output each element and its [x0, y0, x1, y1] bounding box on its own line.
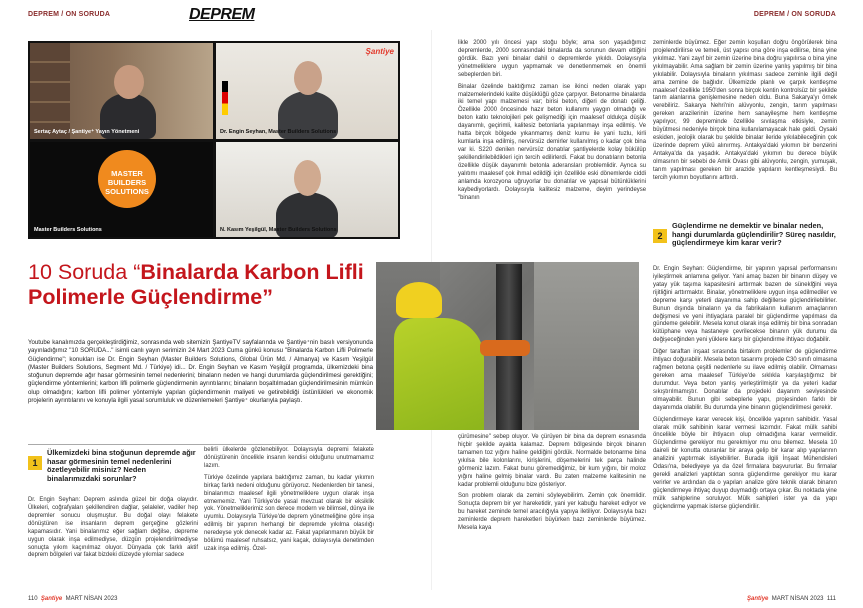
title-prefix: 10 Soruda “: [28, 260, 141, 284]
article-title: [28, 260, 373, 310]
caption-host: Sertaç Aytaç / Şantiye⁺ Yayın Yönetmeni: [34, 129, 140, 135]
safety-vest: [394, 318, 484, 430]
question-2: [653, 222, 837, 248]
column-3-top: [458, 40, 646, 206]
paragraph: Türkiye özelinde yapılara baktığımız zaman, bu kadar yıkımın birkaç farklı nedeni olduğunu görüyoruz. Nedenlerden bir tanesi, binalarımızı maalesef ilgili yönetmeliklere uygun olarak inşa etmememiz. Yani Türkiye'de yasal mevzuat olarak bir eksiklik yok. Yönetmeliklerimiz son derece modern ve bilimsel, dünya ile uyumlu. Dolayısıyla Türkiye'de deprem yönetmeliğine göre inşa edilmiş bir yapının herhangi bir depremde yıkılma olasılığı neredeyse yok denecek kadar az. Fakat yapılanmanın büyük bir bölümü maalesef ruhsatsız, yani kaçak, dolayısıyla denetimden uzak inşa edilmiş. Özel-: [204, 474, 374, 553]
paragraph: likle 2000 yılı öncesi yapı stoğu böyle; ama son yaşadığımız depremlerde, 2000 sonrasındaki binalarda da sorunun devam ettiğini gördük. Bazı yeni binalar dahil o depremlerde yıkıldı. Dolayısıyla yönetmeliklere uygun yapmamak ve denetlenmemek en önemli sebeplerden biri.: [458, 40, 646, 78]
column-4-bottom: [653, 266, 837, 516]
guest2-head: [294, 160, 321, 196]
footer-date-right: MART NİSAN 2023: [771, 596, 824, 602]
question-1: [28, 449, 198, 483]
page-number-right: 111: [826, 596, 836, 602]
flag-icon: [222, 81, 228, 115]
caption-guest2: N. Kasım Yeşilgül, Master Builders Solutions: [220, 227, 337, 233]
column-4-top: [653, 40, 837, 187]
divider: [28, 444, 373, 445]
paragraph: Dr. Engin Seyhan: Deprem aslında güzel bir doğa olayıdır. Ülkeleri, coğrafyaları şekillendiren dağlar, şelaleler, vadiler hep depremler sonucu oluşmuştur. Bu doğal olayı felakete dönüştüren ise insanların deprem gerçeğine gözlerini kapamasıdır. Yani binalarımız eğer sağlam değilse, depreme uygun olarak inşa edilmediyse, düzgün projelendirilmediyse sonuçta yıkım kaçınılmaz oluyor. Dünyada çok farklı aktif deprem bölgeleri var fakat bizdeki düzeyde yıkımlar sadece: [28, 497, 198, 559]
footer-brand-left: Şantiye: [40, 596, 63, 602]
video-tile-logo: [30, 142, 213, 237]
page-header: [0, 0, 863, 30]
hard-hat: [396, 282, 442, 318]
question-number-2: 2: [653, 229, 667, 243]
master-builders-logo: MASTER BUILDERS SOLUTIONS: [98, 150, 156, 208]
paragraph: Güçlendirmeye karar verecek kişi, öncelikle yapının sahibidir. Yasal olarak mülk sahibinin karar vermesi lazımdır. Fakat mülk sahibi öncelikle böyle bir ihtiyacın olup olmadığına karar vermelidir. Güçlendirme gerekiyor mu gerekmiyor mu onu bilemez. Mesela 10 daireli bir konutta oturanlar bir araya gelip bir karar alıp yapılarının analizini yaptırmak istiyebilirler. Burada ilgili İnşaat Mühendisleri Odası'na, belediyeye ya da özel firmalara başvururlar. Bu firmalar gerekli analizleri yaptıktan sonra güçlendirme gerekiyor mu karar verirler ve ardından da o yapıları analize göre teknik olarak binanın güçlendirmeye ihtiyaç duyup duymadığı ortaya çıkar. Bu noktada yine mülk sahiplerine soruluyor. Mülk sahipleri ister ya da yapı güçlendirme yapmak isterse güçlendirilir.: [653, 416, 837, 510]
bookshelf-background: [30, 43, 70, 139]
footer-date-left: MART NİSAN 2023: [65, 596, 118, 602]
footer-left: [28, 596, 117, 602]
question-text-1: Ülkemizdeki bina stoğunun depremde ağır hasar görmesinin temel nedenlerini özetleyebilir misiniz? Neden binalarımızdaki sorunlar?: [47, 448, 196, 483]
host-head: [114, 65, 144, 99]
column-1: [28, 497, 198, 564]
video-tile-host: [30, 43, 213, 139]
caption-logo: Master Builders Solutions: [34, 227, 102, 233]
page-number-left: 110: [28, 596, 38, 602]
santiye-badge: Şantiye: [365, 47, 394, 56]
column-surface: [534, 262, 639, 430]
title-bold: Binalarda Karbon Lifli Polimerle Güçlendirme: [28, 260, 364, 309]
column-2: [204, 447, 374, 558]
caption-guest1: Dr. Engin Seyhan, Master Builders Solutions: [220, 129, 337, 135]
paragraph: Binalar özelinde baktığımız zaman ise ikinci neden olarak yapı malzemelerindeki kalite düşüklüğü göze çarpıyor. Betonarme binalarda iki temel yapı malzemesi var; birisi beton, diğeri de donatı çeliği. Özellikle 2000 öncesinde hazır beton kullanımı yaygın olmadığı ve beton katkı teknolojileri pek gelişmediği için maalesef oldukça düşük dayanımlı, geçirimli, kalitesiz betonlarla yapılanmayı inşa edilmiş. Ve hatta birçok bölgede yıkanmamış deniz kumu ile yani tuzlu, kirli kumlarla inşa edilmiş, nervürsüz demirler kullanılmış o kadar çok bina var ki. S220 denilen nervürsüz donatılar şantiyelerde kolay bükülüp şekillendirilebildikleri için tercih edilirlerdi. Fakat bu donatıların betonla özellikle düşük dayanımlı betonla aderansları problemlidir. Ayrıca su yalıtımı maalesef çok ihmal edildiği için özellikle eski dönemlerde ciddi anlamda korozyona uğruyorlar bu donatılar ve yapısal bütünlüklerini kaybediyorlardı. Dolayısıyla kalitesiz malzeme, deyim yerindeyse "binanın: [458, 83, 646, 201]
question-text-2: Güçlendirme ne demektir ve binalar neden, hangi durumlarda güçlendirilir? Süreç nasıldır, güçlendirmeye kim karar verir?: [672, 221, 836, 248]
video-tile-guest1: [216, 43, 398, 139]
guest1-head: [294, 61, 322, 95]
worker-photo: [376, 262, 639, 430]
section-label-right: DEPREM / ON SORUDA: [753, 11, 836, 18]
deprem-logo: DEPREM: [189, 6, 255, 23]
paragraph: zeminlerde büyümez. Eğer zemin koşulları doğru öngörülerek bina projelendirilirse ve temeli, üst yapısı ona göre inşa edilirse, bina yine yıkılmaz. Yani zayıf bir zemin üzerine bina doğru yapılırsa o bina yine yıkılmayabilir. Ama sağlam bir zemin üzerine yanlış yapılmış bir bina yıkılabilir. Dolayısıyla binaların yıkılması sadece zeminle ilgili değil ama zemine de bağlıdır. Ülkemizde planlı ve çarpık kentleşme maalesef özellikle 1950'den sonra birçok kentin kontrolsüz bir şekilde tarım alanlarına genişlemesine neden oldu. Buna Sakarya'yı örnek verebiliriz. Sakarya Nehri'nin alüvyonlu, zengin, tarım yapılması gereken arazilerinin üzerine hem sanayileşme hem kentleşme yapılıyor, 99 depreminde özellikle sıvılaşma etkisiyle, zemin büyütmesi nedeniyle birçok bina kullanılamayacak hale geldi. Oysaki eskiden, jeolojik olarak bu şekilde binalar ileride yıkılabileceğinin çok üzerinde deprem yükü alınırmış. Antakya'daki yıkımın bir benzerini Antakya'da da yaşadık. Antakya'daki yıkımın bu derece büyük olmasının bir sebebi de Amik Ovası gibi alüvyonlu, zengin, yumuşak, tarım yapılması gereken bir arazide yapıların kentleşmesiydi. Bu tercih yıkımın boyutlarını arttırdı.: [653, 40, 837, 181]
paragraph: çürümesine" sebep oluyor. Ve çürüyen bir bina da deprem esnasında hiçbir şekilde ayakta kalamaz. Deprem bölgesinde birçok binanın tamamen toz yığını haline geldiğini gördük. Normalde betonarme bina yıkılsa bile kolonlarını, kirişlerini, döşemelerini tek parça halinde görmeniz lazım. Fakat bunu göremediğimiz, bir kum yığını, bir moloz yığını haline gelmiş binalar vardı. Bu zaten malzeme kalitesinin ne kadar problemli olduğunu bize gösteriyor.: [458, 434, 646, 488]
video-call-image: [28, 41, 400, 239]
footer-brand-right: Şantiye: [747, 596, 769, 602]
article-intro: Youtube kanalımızda gerçekleştirdiğimiz, sonrasında web sitemizin ŞantiyeTV sayfalarında ve Şantiye⁺nin basılı versiyonunda yayınladığımız "10 SORUDA..." isimli canlı yayın serimizin 24 Mart 2023 Cuma günkü konusu "Binalarda Karbon Lifli Polimerle Güçlendirme"; konukları ise Dr. Engin Seyhan (Master Builders Solutions, Global Ürün Md. / Almanya) ve Kasım Yeşilgül (Master Builders Solutions, Segment Md. / Türkiye) idi... Dr. Engin Seyhan ve Kasım Yeşilgül programda, ülkemizdeki bina stoğunun depremde ağır hasar görmesinin temel nedenlerini; binaların neden ve hangi durumlarda güçlendirilmesi gerektiğini; güçlendirme yöntemlerini; karbon lifli polimerle güçlendirmenin ayrıntılarını; binaların boşaltılmadan güçlendirilmesinin mümkün olup olmadığını; karbon lifli polimer yöntemiyle yapılan güçlendirmenin maliyeti ve getirebildiği üstünlükleri ve ekonomik projelerin ayrıntılarını ve konuyla ilgili yasal sorumluluk ve düzenlemeleri Şantiye⁺ okurlarıyla paylaştı.: [28, 339, 373, 405]
paragraph: Dr. Engin Seyhan: Güçlendirme, bir yapının yapısal performansını iyileştirmek anlamına geliyor. Yani amaç bazen bir binanın düşey ve yatay yük taşıma kapasitesini arttırmak bazen de süneklğini veya rijitliğini arttırmaktır. Binalar, yönetmeliklere uygun inşa edilmediler ve depreme karşı yeterli dayanıma sahip değillerse güçlendirilebilirler. Bunun dışında binaların ya da fabrikaların kullanım amaçlarının değişmesi ve yeni ihtiyaçlara paralel bir güçlendirme yapılması da gündeme gelebilir. Mesela konut olarak inşa edilmiş bir bina sonradan kütüphane veya hastaneye çevrilecekse binanın yük durumu da değişeceğinden yeni yüklere karşı bir güçlendirme ihtiyacı doğabilir.: [653, 266, 837, 344]
question-number-1: 1: [28, 456, 42, 470]
title-suffix: ”: [262, 285, 273, 309]
video-tile-guest2: [216, 142, 398, 237]
paragraph: belirli ülkelerde gözlenebiliyor. Dolayısıyla depremi felakete dönüştürenin öncelikle insanın kendisi olduğunu unutmamamız lazım.: [204, 447, 374, 469]
column-3-bottom: [458, 434, 646, 537]
paragraph: Son problem olarak da zemini söyleyebilirim. Zemin çok önemlidir. Sonuçta deprem bir yer hareketidir, yani yer kabuğu hareket ediyor ve bu hareket zeminde temel aracılığıyla yapıya iletiliyor. Dolayısıyla bazı zeminlerde deprem hareketleri büyürken bazı zeminlerde büyümez. Mesela kaya: [458, 493, 646, 532]
section-label-left: DEPREM / ON SORUDA: [28, 11, 111, 18]
footer-right: [747, 596, 836, 602]
roller-tool: [480, 340, 530, 356]
paragraph: Diğer taraftan inşaat sırasında birtakım problemler de güçlendirme ihtiyacı doğurabilir. Mesela beton tasarımı projede C30 sınıfı olmasına rağmen betona çeşitli nedenlerle su ilave edilmiş olabilir. Olmaması gereken ama maalesef Türkiye'de sıklıkla karşılaştığımız bir durumdur. Veya beton yanlış yerleştirilmiştir ya da yeteri kadar sıkıştırılmamıştır. Donatılar da projedeki dayanım seviyesinde olmayabilir. Bunun gibi sebeplerle yapı, projesinden farklı bir dayanımda olabilir. Bu durumda yine binanın güçlendirilmesi gerekir.: [653, 349, 837, 411]
